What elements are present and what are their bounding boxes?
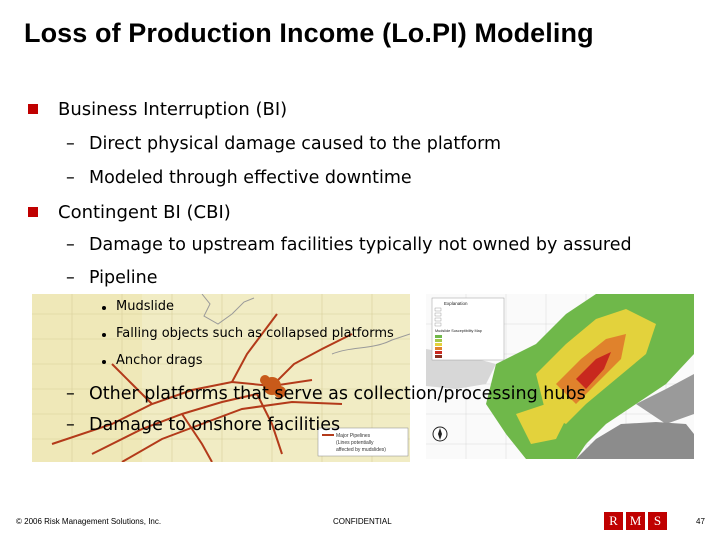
pipeline-item: Mudslide <box>116 299 174 314</box>
bullet-dot-icon <box>102 360 106 364</box>
logo-letter: S <box>648 512 667 530</box>
pipeline-item: Falling objects such as collapsed platforms <box>116 326 394 341</box>
bullet-dot-icon <box>102 333 106 337</box>
bullet-cbi: Contingent BI (CBI) <box>58 202 231 223</box>
logo-letter: M <box>626 512 645 530</box>
map-legend-title: Explanation <box>444 301 468 306</box>
map-legend-line3: affected by mudslides) <box>336 447 386 453</box>
dash-icon: – <box>66 168 75 188</box>
footer-copyright: © 2006 Risk Management Solutions, Inc. <box>16 517 162 526</box>
pipeline-item: Anchor drags <box>116 353 203 368</box>
bullet-cbi-sub1: Damage to upstream facilities typically not owned by assured <box>89 235 632 255</box>
dash-icon: – <box>66 134 75 154</box>
footer-confidential: CONFIDENTIAL <box>333 517 392 526</box>
map-legend-line1: Major Pipelines <box>336 433 371 439</box>
bullet-square-icon <box>28 207 38 217</box>
page-number: 47 <box>696 517 705 526</box>
logo-letter: R <box>604 512 623 530</box>
map-legend-subtitle: Mudslide Susceptibility Map <box>435 329 482 333</box>
dash-icon: – <box>66 415 75 435</box>
map-legend-line2: (Lines potentially <box>336 440 374 446</box>
bullet-bi: Business Interruption (BI) <box>58 99 288 120</box>
rms-logo <box>604 512 667 530</box>
bullet-bi-sub2: Modeled through effective downtime <box>89 168 412 188</box>
bullet-square-icon <box>28 104 38 114</box>
slide-title: Loss of Production Income (Lo.PI) Modeling <box>24 18 594 48</box>
bullet-cbi-sub4: Damage to onshore facilities <box>89 415 341 435</box>
dash-icon: – <box>66 268 75 288</box>
dash-icon: – <box>66 235 75 255</box>
bullet-bi-sub1: Direct physical damage caused to the platform <box>89 134 502 154</box>
bullet-cbi-sub2: Pipeline <box>89 268 158 288</box>
bullet-dot-icon <box>102 306 106 310</box>
dash-icon: – <box>66 384 75 404</box>
bullet-cbi-sub3: Other platforms that serve as collection/processing hubs <box>89 384 586 404</box>
